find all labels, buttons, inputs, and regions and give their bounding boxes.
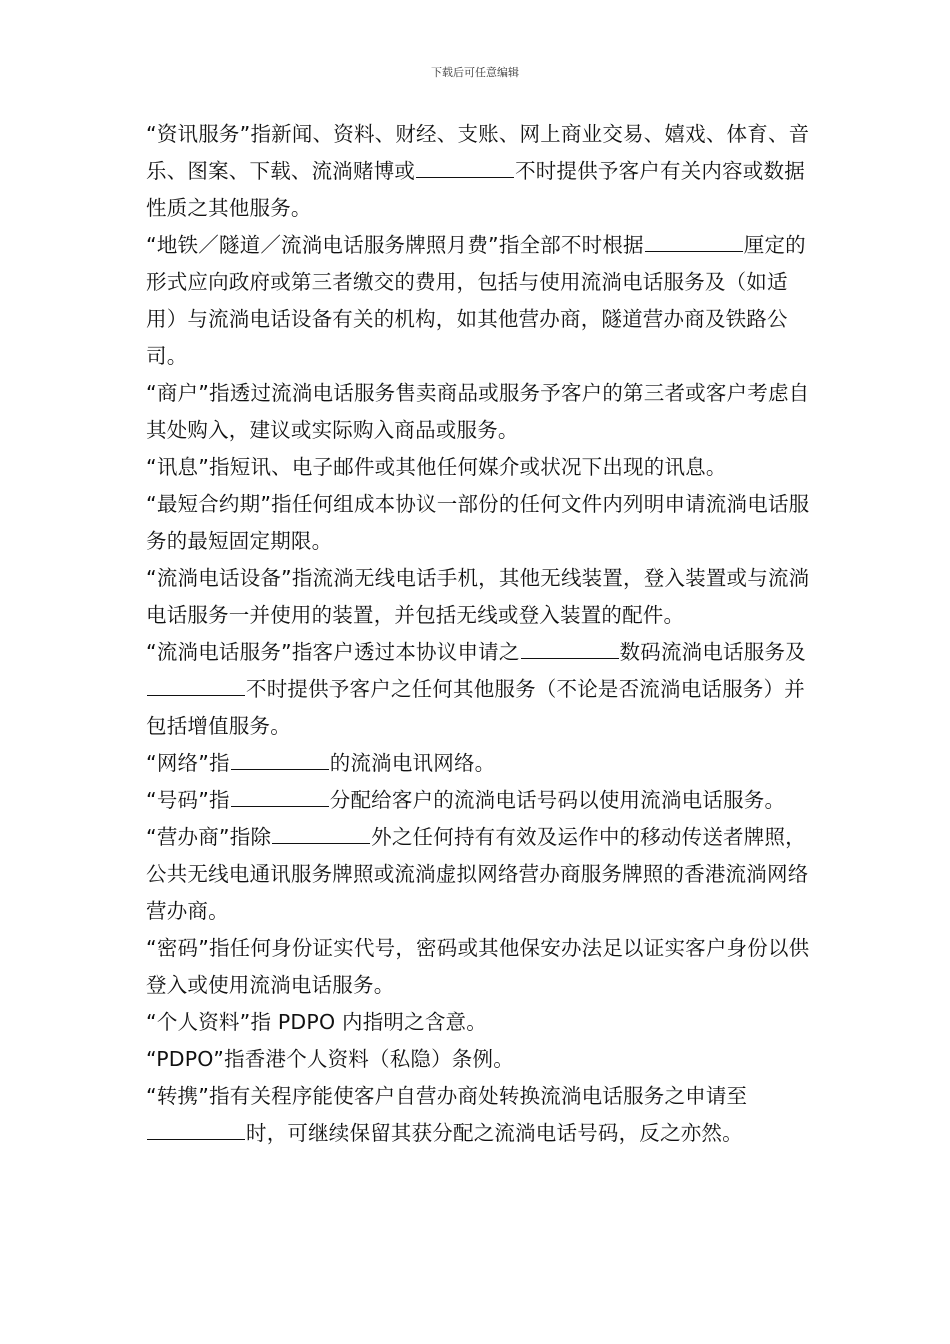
text-segment: “流淌电话设备”指流淌无线电话手机，其他无线装置，登入装置或与流淌电话服务一并使用的装置，并包括无线或登入装置的配件。 bbox=[146, 566, 810, 627]
text-segment: 时，可继续保留其获分配之流淌电话号码，反之亦然。 bbox=[246, 1121, 743, 1145]
text-segment: “网络”指 bbox=[146, 751, 230, 775]
text-segment: “营办商”指除 bbox=[146, 825, 272, 849]
definition-pdpo bbox=[146, 1041, 810, 1078]
text-segment: “商户”指透过流淌电话服务售卖商品或服务予客户的第三者或客户考虑自其处购入，建议或实际购入商品或服务。 bbox=[146, 381, 810, 442]
fill-in-blank bbox=[231, 748, 329, 770]
fill-in-blank bbox=[645, 230, 743, 252]
definition-message bbox=[146, 449, 810, 486]
definition-mobile-equipment bbox=[146, 560, 810, 634]
definition-info-service bbox=[146, 116, 810, 227]
definition-network bbox=[146, 745, 810, 782]
fill-in-blank bbox=[416, 156, 514, 178]
definition-password bbox=[146, 930, 810, 1004]
text-segment: 不时提供予客户有关内容或数据性质之其他服务。 bbox=[146, 159, 805, 220]
text-segment: 数码流淌电话服务及 bbox=[619, 640, 806, 664]
definition-operator bbox=[146, 819, 810, 930]
definition-minimum-term bbox=[146, 486, 810, 560]
text-segment: 外之任何持有有效及运作中的移动传送者牌照，公共无线电通讯服务牌照或流淌虚拟网络营办商服务牌照的香港流淌网络营办商。 bbox=[146, 825, 809, 923]
definition-merchant bbox=[146, 375, 810, 449]
definition-number bbox=[146, 782, 810, 819]
document-body bbox=[146, 116, 810, 1152]
text-segment: “讯息”指短讯、电子邮件或其他任何媒介或状况下出现的讯息。 bbox=[146, 455, 727, 479]
page-header: 下载后可任意编辑 bbox=[431, 66, 519, 79]
text-segment: 厘定的形式应向政府或第三者缴交的费用，包括与使用流淌电话服务及（如适用）与流淌电话设备有关的机构，如其他营办商，隧道营办商及铁路公司。 bbox=[146, 233, 806, 368]
fill-in-blank bbox=[147, 1118, 245, 1140]
definition-personal-data bbox=[146, 1004, 810, 1041]
definition-license-fee bbox=[146, 227, 810, 375]
text-segment: 不时提供予客户之任何其他服务（不论是否流淌电话服务）并包括增值服务。 bbox=[146, 677, 805, 738]
text-segment: “号码”指 bbox=[146, 788, 230, 812]
definition-porting bbox=[146, 1078, 810, 1152]
text-segment: “PDPO”指香港个人资料（私隐）条例。 bbox=[146, 1047, 514, 1071]
text-segment: 的流淌电讯网络。 bbox=[329, 751, 496, 775]
definition-mobile-service bbox=[146, 634, 810, 745]
fill-in-blank bbox=[147, 674, 245, 696]
text-segment: “资讯服务”指新闻、资料、财经、支账、网上商业交易、嬉戏、体育、音乐、图案、下载、流淌赌博或 bbox=[146, 122, 810, 183]
text-segment: “转携”指有关程序能使客户自营办商处转换流淌电话服务之申请至 bbox=[146, 1084, 748, 1108]
text-segment: “密码”指任何身份证实代号，密码或其他保安办法足以证实客户身份以供登入或使用流淌电话服务。 bbox=[146, 936, 810, 997]
fill-in-blank bbox=[521, 637, 619, 659]
fill-in-blank bbox=[272, 822, 370, 844]
text-segment: “流淌电话服务”指客户透过本协议申请之 bbox=[146, 640, 520, 664]
text-segment: 分配给客户的流淌电话号码以使用流淌电话服务。 bbox=[329, 788, 786, 812]
text-segment: “最短合约期”指任何组成本协议一部份的任何文件内列明申请流淌电话服务的最短固定期限。 bbox=[146, 492, 810, 553]
fill-in-blank bbox=[231, 785, 329, 807]
text-segment: “地铁／隧道／流淌电话服务牌照月费”指全部不时根据 bbox=[146, 233, 644, 257]
text-segment: “个人资料”指 PDPO 内指明之含意。 bbox=[146, 1010, 487, 1034]
